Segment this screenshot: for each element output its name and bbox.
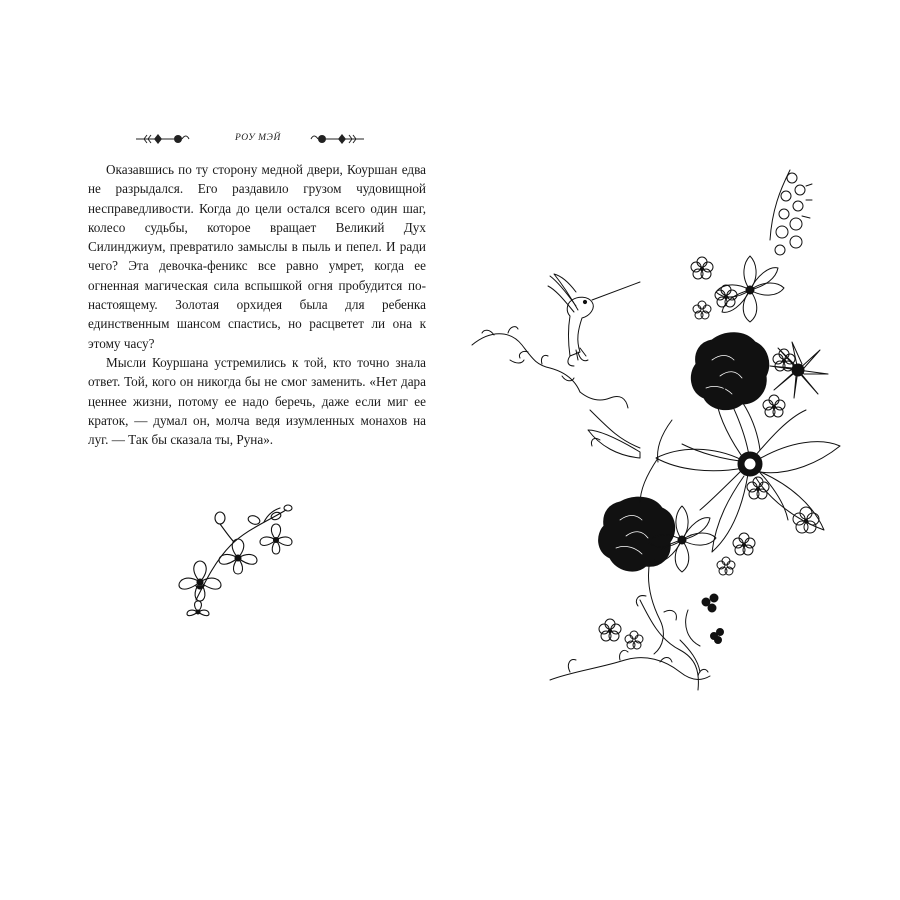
right-page: [450, 0, 900, 900]
blossom-icon: [599, 257, 819, 649]
paragraph: Мысли Коуршана устремились к той, кто точно знала ответ. Той, кого он никогда бы не смог заменить. «Нет дара ценнее жизни, потому ее надо беречь, даже если миг ее краток, — думал он, молча ведя изумленных монахов на луг. — Так бы сказала ты, Руна».: [88, 354, 426, 448]
hummingbird-icon: [548, 274, 640, 366]
ornamental-flourish-icon: [310, 132, 366, 146]
floral-bouquet-with-hummingbird-icon: [450, 0, 900, 900]
dark-flower-icon: [599, 333, 769, 571]
running-title: РОУ МЭЙ: [235, 133, 281, 143]
orchid-sprig-icon: [176, 500, 306, 625]
paragraph: Оказавшись по ту сторону медной двери, Коуршан едва не разрыдался. Его раздавило грузом чудовищной несправедливости. Когда до цели остался всего один шаг, колесо судьбы, которое вращает Великий Дух Силинджиум, превратило замыслы в пыль и пепел. И ради чего? Эта девочка-феникс все равно умрет, когда ее огненная магическая сила вспышкой огня пробудится по-настоящему. Золотая орхидея была для ребенка единственным шансом спастись, но расцветет ли она к этому часу?: [88, 162, 426, 351]
running-head: [88, 130, 428, 154]
dahlia-icon: [716, 256, 784, 322]
body-text: [88, 160, 426, 449]
star-flower-icon: [770, 342, 828, 398]
